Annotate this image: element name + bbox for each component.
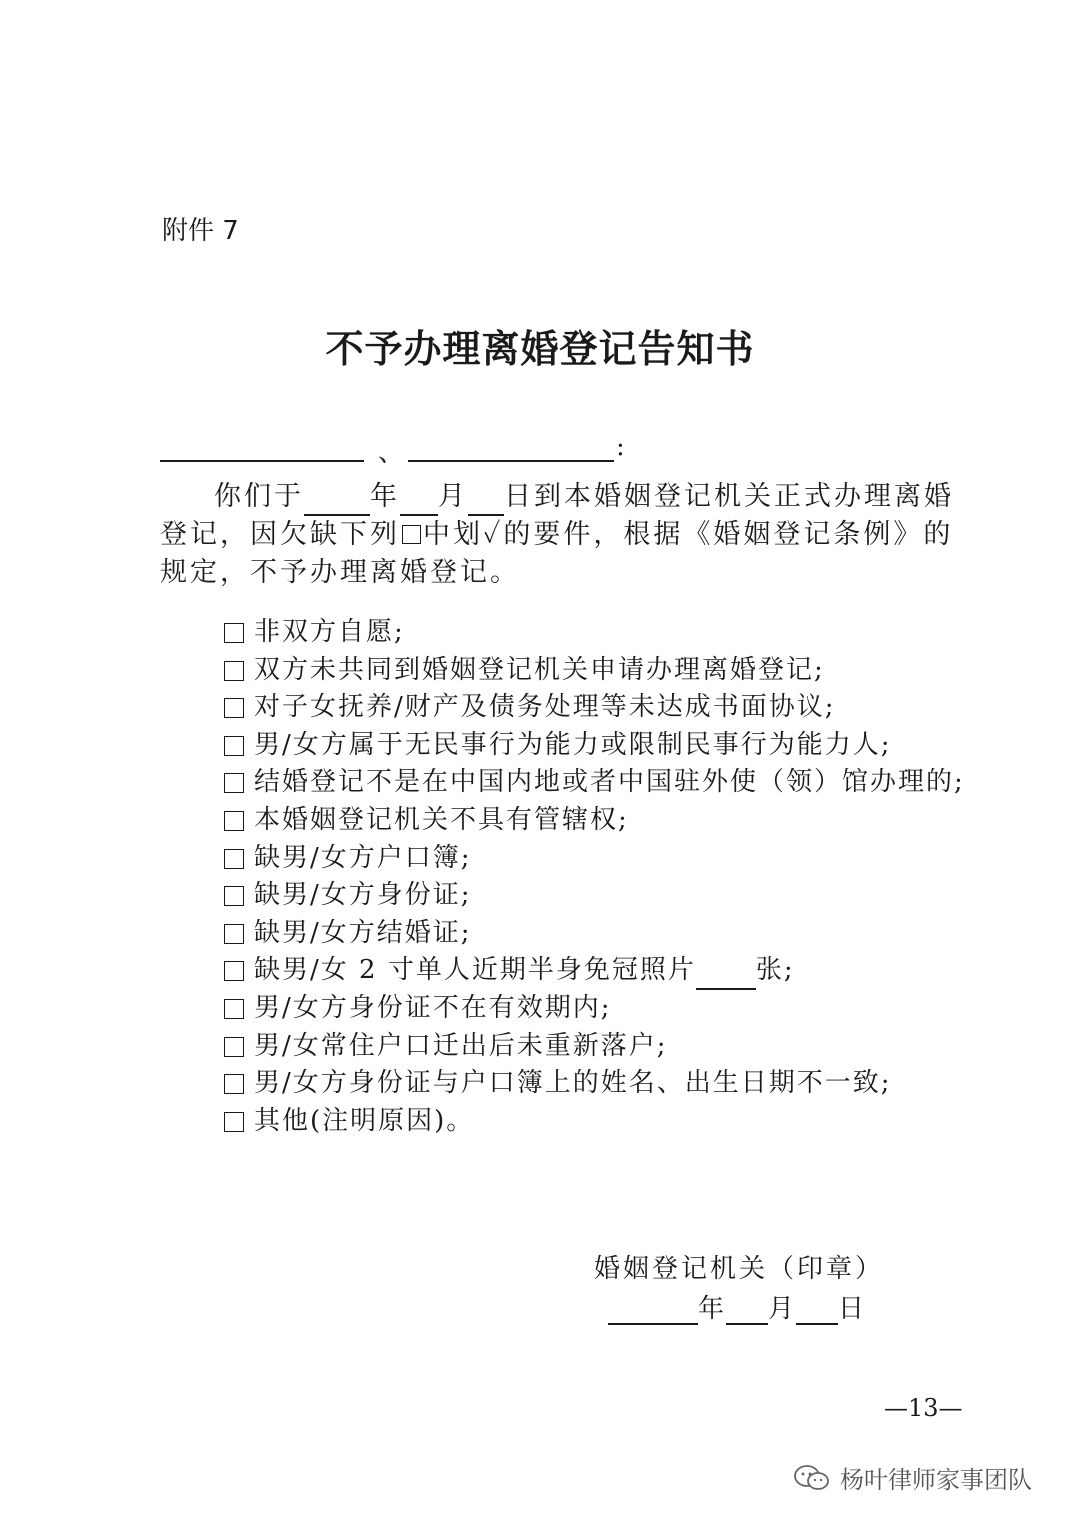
- list-item: [224, 802, 984, 840]
- list-item: [224, 915, 984, 953]
- checkbox[interactable]: [224, 886, 244, 906]
- checkbox[interactable]: [224, 1112, 244, 1132]
- checkbox[interactable]: [224, 736, 244, 756]
- reason-list: [224, 614, 984, 1140]
- body-day: 日到本婚姻登记机关正式办理离婚登记，因欠缺下列: [160, 481, 954, 550]
- body-rest: 中划✓的要件，根据《婚姻登记条例》的规定，不予办理离婚登记。: [160, 519, 954, 588]
- date-month-blank: [726, 1323, 768, 1325]
- checkbox[interactable]: [224, 698, 244, 718]
- checkbox[interactable]: [224, 999, 244, 1019]
- list-item: [224, 877, 984, 915]
- checkbox[interactable]: [224, 961, 244, 981]
- list-item-label: 男/女方身份证与户口簿上的姓名、出生日期不一致;: [254, 1068, 892, 1099]
- watermark: [792, 1460, 1032, 1495]
- list-item: [224, 689, 984, 727]
- checkbox-glyph: [402, 525, 421, 544]
- list-item-label: 男/女常住户口迁出后未重新落户;: [254, 1030, 668, 1061]
- checkbox[interactable]: [224, 811, 244, 831]
- list-item: [224, 614, 984, 652]
- list-item-label: 其他(注明原因)。: [254, 1105, 475, 1136]
- page-number: —13—: [884, 1394, 963, 1422]
- date-year-blank: [608, 1323, 698, 1325]
- addressee-line: [160, 432, 630, 468]
- year-blank: [304, 514, 370, 516]
- list-item: [224, 840, 984, 878]
- list-item: [224, 1028, 984, 1066]
- list-item-photo: [224, 952, 984, 990]
- addressee-colon: :: [616, 432, 625, 462]
- list-item-label: 缺男/女方结婚证;: [254, 917, 472, 948]
- list-item-label: 缺男/女方户口簿;: [254, 842, 472, 873]
- body-intro: 你们于: [214, 481, 304, 512]
- checkbox[interactable]: [224, 773, 244, 793]
- day-blank: [468, 514, 504, 516]
- checkbox[interactable]: [224, 661, 244, 681]
- photo-item-after: 张;: [755, 955, 795, 986]
- wechat-icon: [792, 1463, 832, 1493]
- list-item-label: 男/女方属于无民事行为能力或限制民事行为能力人;: [254, 729, 892, 760]
- list-item: [224, 727, 984, 765]
- date-month: 月: [768, 1294, 797, 1324]
- photo-item-before: 缺男/女 2 寸单人近期半身免冠照片: [254, 955, 696, 986]
- checkbox[interactable]: [224, 1074, 244, 1094]
- page-title: 不予办理离婚登记告知书: [325, 326, 755, 371]
- body-month: 月: [438, 481, 468, 512]
- signature-authority: 婚姻登记机关（印章）: [594, 1254, 885, 1284]
- list-item-label: 结婚登记不是在中国内地或者中国驻外使（领）馆办理的;: [254, 767, 965, 798]
- list-item-label: 男/女方身份证不在有效期内;: [254, 992, 612, 1023]
- list-item-label: 缺男/女方身份证;: [254, 880, 472, 911]
- list-item: [224, 1065, 984, 1103]
- checkbox[interactable]: [224, 849, 244, 869]
- list-item-label: 非双方自愿;: [254, 617, 405, 647]
- party-one-blank: [160, 460, 364, 462]
- date-day: 日: [838, 1294, 867, 1324]
- list-item-photo-text: [254, 952, 984, 990]
- list-item: [224, 764, 984, 802]
- checkbox[interactable]: [224, 924, 244, 944]
- body-year: 年: [370, 481, 400, 512]
- month-blank: [400, 514, 438, 516]
- list-item: [224, 652, 984, 690]
- watermark-text: 杨叶律师家事团队: [840, 1466, 1032, 1494]
- checkbox[interactable]: [224, 1037, 244, 1057]
- date-year: 年: [698, 1294, 727, 1324]
- notice-paragraph: [160, 478, 970, 592]
- attachment-label: 附件 7: [162, 216, 239, 246]
- party-two-blank: [408, 460, 614, 462]
- signature-date: [608, 1288, 866, 1325]
- checkbox[interactable]: [224, 623, 244, 643]
- addressee-separator: 、: [378, 438, 405, 468]
- list-item: [224, 1103, 984, 1141]
- list-item-label: 对子女抚养/财产及债务处理等未达成书面协议;: [254, 692, 836, 723]
- date-day-blank: [796, 1323, 838, 1325]
- list-item: [224, 990, 984, 1028]
- list-item-label: 双方未共同到婚姻登记机关申请办理离婚登记;: [254, 654, 825, 685]
- list-item-label: 本婚姻登记机关不具有管辖权;: [254, 804, 629, 835]
